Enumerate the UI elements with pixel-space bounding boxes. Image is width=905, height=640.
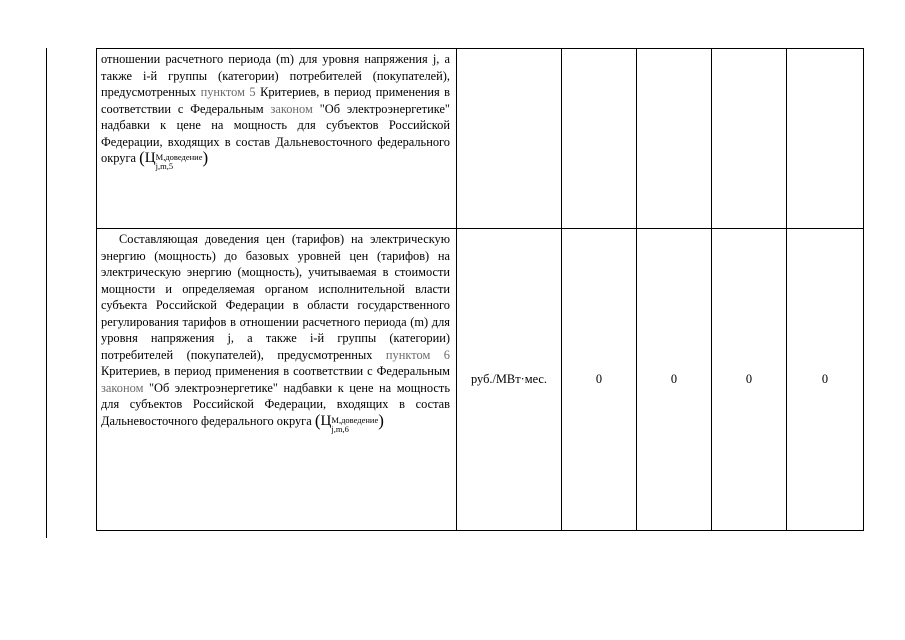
description-cell [97,229,457,531]
formula-subscript: j,m,6 [331,423,349,434]
formula: (Ц М,доведение j,m,6 ) [314,410,384,434]
table-row [97,49,864,229]
description-text: Критериев, в период применения в соответствии с Федеральным [101,364,450,378]
description-text: "Об электроэнергетике" надбавки к цене на мощность для субъектов Российской Федерации, входящих в состав Дальневосточного федерального округа [101,101,450,165]
law-link[interactable]: законом [101,380,144,395]
formula-symbol: Ц [320,412,332,429]
value-cell: 0 [562,229,637,531]
formula: (Ц М,доведение j,m,5 ) [139,148,209,171]
value-cell [562,49,637,229]
unit-cell [457,49,562,229]
criteria-link[interactable]: пунктом 5 [200,85,256,99]
unit-cell: руб./МВт·мес. [457,229,562,531]
value-cell [712,49,787,229]
value-cell: 0 [787,229,864,531]
criteria-link[interactable]: пунктом 6 [385,347,450,362]
table-row [97,229,864,531]
formula-subscript: j,m,5 [155,161,174,171]
value-cell: 0 [712,229,787,531]
page-margin-line [46,48,47,538]
value-cell [637,49,712,229]
description-text: "Об электроэнергетике" надбавки к цене на мощность для субъектов Российской Федерации, входящих в состав Дальневосточного федерального округа [101,380,450,428]
formula-superscript: М,доведение [331,414,379,425]
value-cell [787,49,864,229]
description-text: Составляющая доведения цен (тарифов) на электрическую энергию (мощность) до базовых уровней цен (тарифов) на электрическую энергию (мощность), учитываемая в стоимости мощности и определяемая органом исполнительной власти субъекта Российской Федерации в области государственного регулирования тарифов в отношении расчетного периода (m) для уровня напряжения j, а также i-й группы (категории) потребителей (покупателей), предусмотренных [101,232,450,362]
description-text: отношении расчетного периода (m) для уровня напряжения j, а также i-й группы (категории) потребителей (покупателей), предусмотренных [101,52,450,99]
description-cell [97,49,457,229]
value-cell: 0 [637,229,712,531]
formula-superscript: М,доведение [155,152,203,162]
tariff-table [96,48,864,531]
formula-symbol: Ц [144,150,156,166]
law-link[interactable]: законом [270,101,313,116]
description-text: Критериев, в период применения в соответствии с Федеральным [101,85,450,116]
